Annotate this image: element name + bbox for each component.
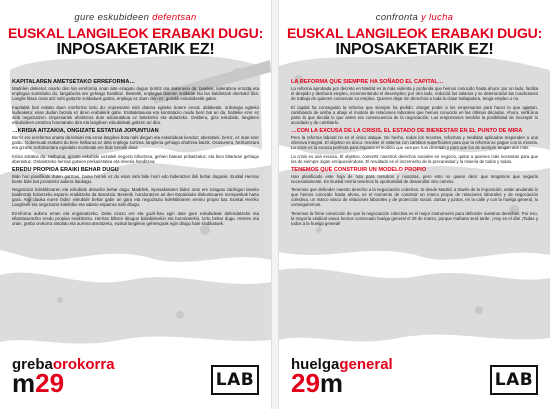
- brand-day: 29: [291, 368, 320, 398]
- logo-text: LAB: [494, 370, 534, 390]
- section-heading: LA REFORMA QUE SIEMPRE HA SOÑADO EL CAPITAL…: [291, 79, 444, 85]
- article-body: [12, 79, 259, 229]
- brand-day: 29: [35, 368, 65, 398]
- lab-logo: [490, 365, 538, 395]
- brand-word-1: greba: [12, 356, 53, 373]
- brand-word-1: huelga: [291, 356, 340, 373]
- kicker-part-a: gure eskubideen: [74, 12, 150, 23]
- brand-line-2: [12, 368, 115, 398]
- kicker-part-b: defentsan: [152, 12, 197, 23]
- article-body: [291, 79, 538, 229]
- paragraph: Tenemos la firme convicción de que la negociación colectiva es el mejor instrumento para defender nuestros derechos. Por eso, la mayoría sindical vasca hemos convocado huelga general el 29 de marzo, porque mañana será tarde. ¡Hoy es el día! ¡Todas y todos a la huelga general!: [291, 210, 538, 226]
- paragraph: Erreforma aukera eman eta engainatzeko. Deitu ezazu ere eta guzti-hau egin dute gure eskubideak defendatzeko eta elkartasunezko eredu propioa eraikitzeko. Herrian biltzen ditugun baliabideekin eta borrokarekin, lortu behar dugu. Hemen eta orain, greba orokorra antolatu eta aurrera ateratzeko, euskal langileon gehiengoak egin ditugu hain sindikatuek.: [12, 210, 259, 226]
- lab-logo: [211, 365, 259, 395]
- leaflet-page-spanish: [279, 0, 550, 409]
- paragraph: Berriz ere erreforma onartu da krisiari eta errua langileoi bota nahi diegun eta eskubideak kenduz; aberatsek, berriz, ez dute ezer galdu. Gobernuak erakutsi du bere helburua ez dela enplegu sortzea, langileria gehiago ahultzea baizik. Osasunera, hezkuntzara eta gizarte zerbitzuetara egindako mozketak ere bide beretik doaz.: [12, 135, 259, 151]
- paragraph: Negoziazio kolektiboaren eta eskubide deituriko behar dugu. Madrilek, inposaketaren bidez oran ere ezagutu zaizkigun laneko baldintzak hobetzeko esparru eraikitzeko da itxarotsia. Bestetik, hondoratzen ari den Espainiako diskurtsoaren mempeskak hartu gara. Argi dauka euren bidez eskubide behar gabe ari gara eta negoziazio kolektiboaren eremu propio bat. Euskal Herriko Langileek eta negoziazio kolektibo eta salario esparrua nahi ditugu.: [12, 187, 259, 208]
- kicker-part-b: y lucha: [421, 12, 454, 23]
- headline-red: EUSKAL LANGILEOK ERABAKI DUGU:: [286, 25, 543, 41]
- headline-black: INPOSAKETARIK EZ!: [335, 41, 494, 58]
- strike-date-brand: [12, 356, 115, 398]
- headline-black: INPOSAKETARIK EZ!: [56, 41, 215, 58]
- paragraph: El capital ha conseguido la reforma que siempre ha pedido: otorgar poder a los empresarios para hacer lo que quieran, cambiando de arriba a abajo el modelo de relaciones laborales que hemos conocido en las últimas décadas. Ahora, será una parte la que decida lo que antes era consecuencia de la negociación. Los empresarios tendrán la posibilidad de incumplir lo acordado y de cambiarlo.: [291, 104, 538, 125]
- paragraph: Kapitalak beti eskatu duen erreforma lortu du: enpresariei nahi dutena egiteko botere erreal, aldaketak, ordutegia egiteko kudeaketa; esan dudan bezala ez diren erabakirik gabe. Erabakitasuna eta kontratazio modu berri bat ari da, baliteke ezer ez dela negoziatzen. Enpresariek ahalmena dute adostutakoa ez betetzeko eta aldatzeko. Geldiera, giza eskubide, langileen eskubideen urratzea honetarako dira eta langileen eskubideak galtzen ari dira.: [12, 104, 259, 125]
- page-fold: [271, 0, 279, 409]
- paragraph: Krisia aitzakia da. Helburua, gizarte eskubide sozialek negozio bihurtzea, gehien batean pribatizatuz, eta bien bitartean gehiago aberastuz. Ordaintzeko herriari gutxien prekarietatea eta miseria handitzea.: [12, 153, 259, 164]
- paragraph: Tenemos que defender nuestro derecho a la negociación colectiva. Si desde Madrid, a través de la imposición, están anulando lo que hemos conocido hasta ahora, es el momento de construir un marco propio de relaciones laborales y de negociación colectiva, un marco vasco de relaciones laborales y de protección social. Juntas y juntos, en la calle y con la huelga general, lo conseguiremos.: [291, 187, 538, 208]
- paragraph: Han planificado este hoja de ruta para nosotros y nosotras, pero esto no quiere decir que tengamos que seguirla necesariamente. En Euskal Herria tenemos la oportunidad de desarrollar otro camino.: [291, 174, 538, 185]
- logo-text: LAB: [215, 370, 255, 390]
- brand-month: m: [12, 368, 36, 398]
- section-heading: …KRISIA AITZAKIA, ONGIZATE ESTATUA JOPUNTUAN: [12, 127, 159, 134]
- section-heading: KAPITALAREN AMETSETAKO ERREFORMA…: [12, 79, 135, 85]
- paragraph: La crisis es una excusa. El objetivo, convertir nuestros derechos sociales en negocio, quitar a quienes más necesitan para que los de siempre sigan enriqueciéndose. El resultado es el incremento de la precariedad y la miseria de todos y todas.: [291, 153, 538, 164]
- section-heading: TENEMOS QUE CONSTRUIR UN MODELO PROPIO: [291, 166, 427, 173]
- strike-date-brand: [291, 356, 393, 398]
- paragraph: Bide hori planifikatu duten gaiztoei, baina horrek ez du esan nahi bide horri edo bideratzen ibili behar dugunik. Euskal Herrian beste bide bat jorratzeko aukera daukagu.: [12, 174, 259, 185]
- brand-month: m: [319, 368, 344, 398]
- brand-line-2: [291, 368, 393, 398]
- section-heading: …CON LA EXCUSA DE LA CRISIS, EL ESTADO DE BIENESTAR EN EL PUNTO DE MIRA: [291, 127, 523, 134]
- leaflet-page-basque: [0, 0, 271, 409]
- brand-word-2: orokorra: [52, 356, 115, 373]
- kicker-slogan: [279, 12, 550, 23]
- kicker-part-a: confronta: [375, 12, 419, 23]
- section-heading: EREDU PROPIOA ERAIKI BEHAR DUGU: [12, 166, 119, 173]
- paragraph: Madrilen dekretuz onartu den lan erreforma onan arte ezagutu dugun bortitz eta sakonena da: baiekiki, kaleratzea erraztu eta enplegua suntsituko du, langabezia are gehiago handituz. Bestetik, enplegua duenen soldatak eta lan baldintzak okertuko dira. Langile klase osoa utzi nahi gaituzte soldaduek gaitza, enplegu ez duen zein ez, gutxitik eskubideetik galen.: [12, 86, 259, 102]
- kicker-slogan: [0, 12, 271, 23]
- brand-word-2: general: [339, 356, 393, 373]
- paragraph: Pero la reforma laboral no es el único ataque. De hecho, todos los recortes, reformas y medidas aplicadas responden a una ofensiva integral. El objetivo es único: resolver el sistema con cambios superficiales para que la reforma se pague con la miseria. La crisis es la excusa perfecta para imponer el modelo que siempre han deseado y para que los de siempre tengan aún más.: [291, 135, 538, 151]
- paragraph: La reforma aprobada por decreto en Madrid es la más violenta y profunda que hemos conocido hasta ahora: por un lado, facilita el despido y destruirá empleo, incrementando el desempleo; por otro lado, reducirá los salarios y se deteriorarán las condiciones de trabajo de quienes conservan su empleo. Quieren dejar sin derechos a toda la clase trabajadora, tenga empleo o no.: [291, 86, 538, 102]
- headline-red: EUSKAL LANGILEOK ERABAKI DUGU:: [7, 25, 264, 41]
